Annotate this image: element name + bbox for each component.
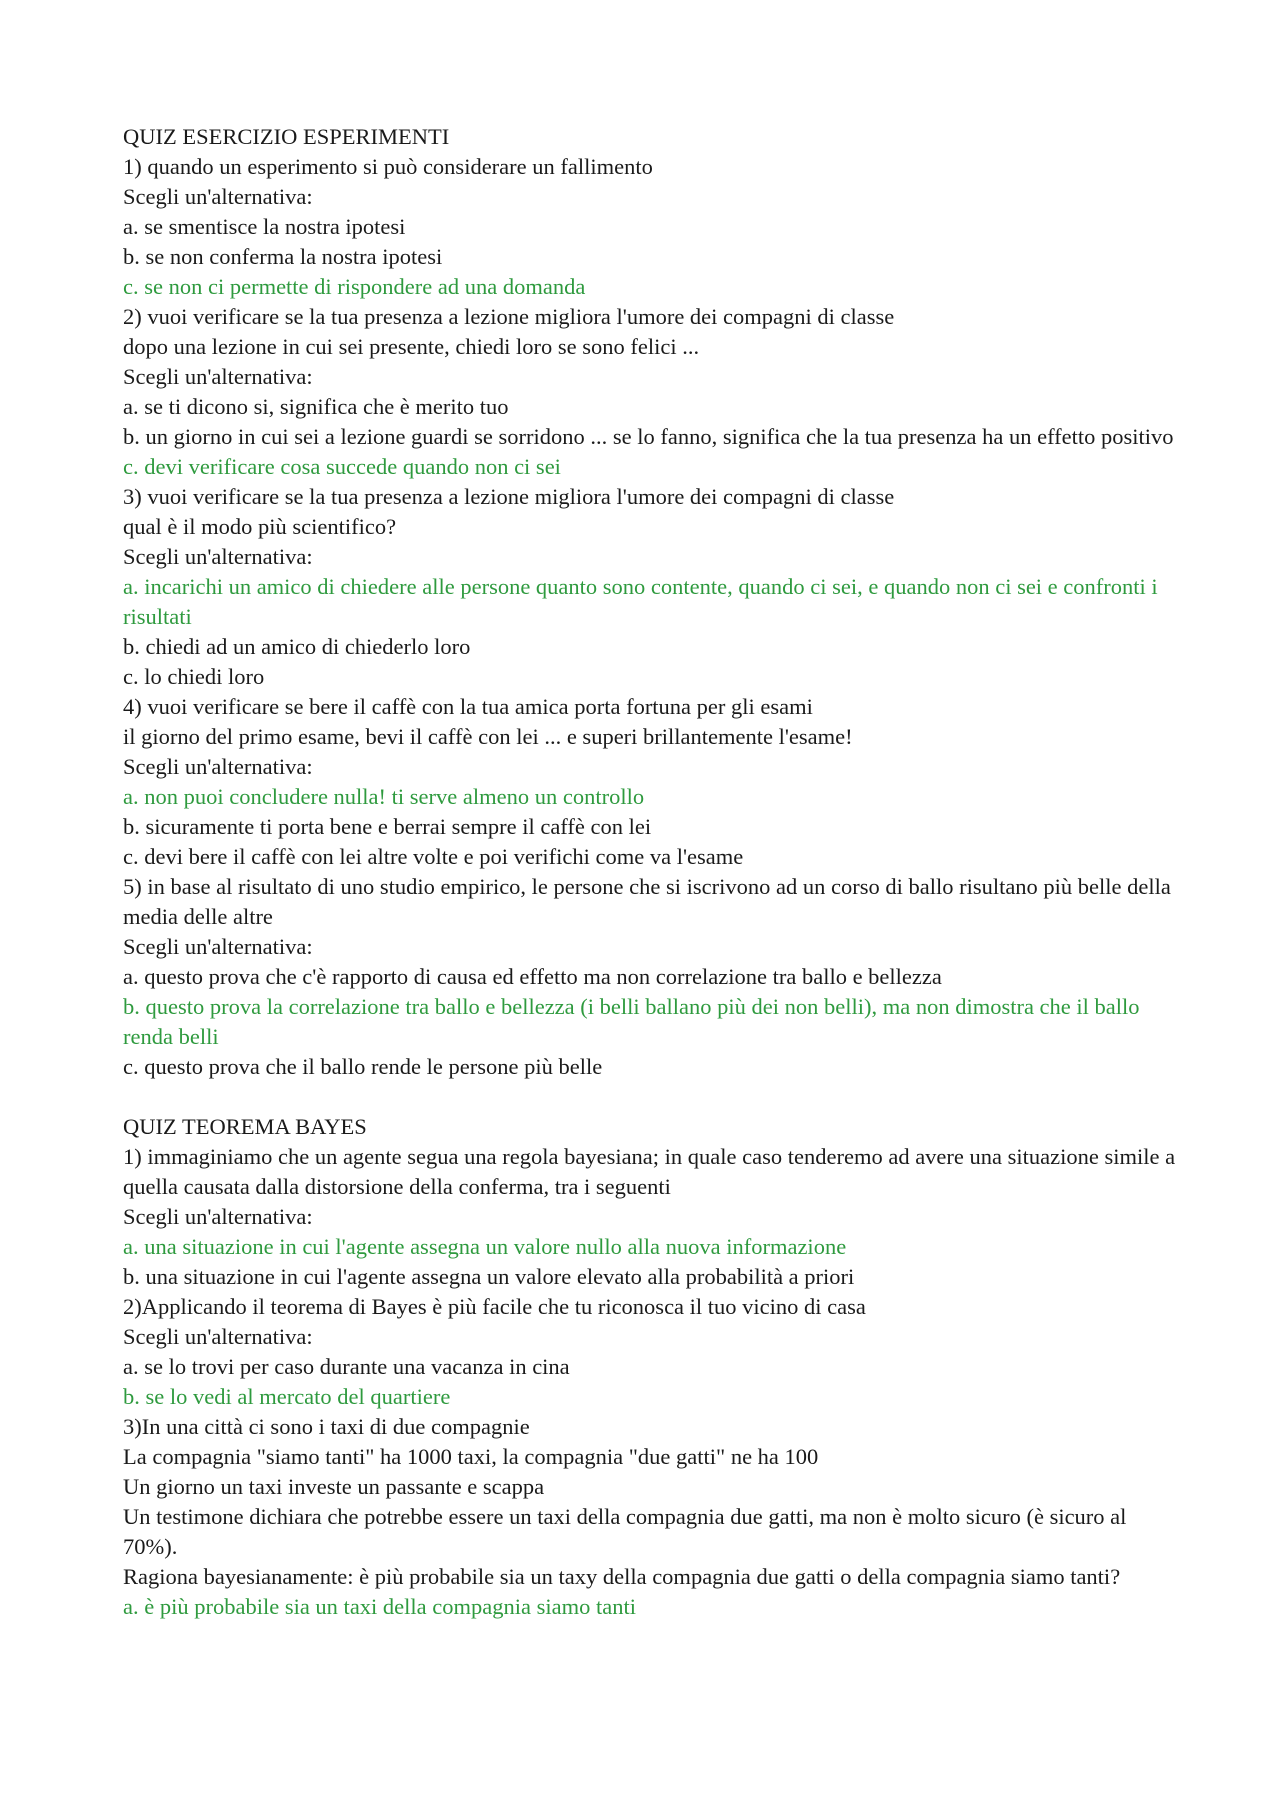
text-line: il giorno del primo esame, bevi il caffè con lei ... e superi brillantemente l'esame! [123,724,853,749]
text-line: 2) vuoi verificare se la tua presenza a lezione migliora l'umore dei compagni di classe [123,304,895,329]
section-esperimenti [123,122,1183,1082]
answer-line-correct: a. è più probabile sia un taxi della compagnia siamo tanti [123,1594,636,1619]
section-title: QUIZ ESERCIZIO ESPERIMENTI [123,124,450,149]
answer-line-correct: b. questo prova la correlazione tra ballo e bellezza (i belli ballano più dei non belli), ma non dimostra che il ballo renda belli [123,994,1140,1049]
text-line: 1) immaginiamo che un agente segua una regola bayesiana; in quale caso tenderemo ad avere una situazione simile a quella causata dalla distorsione della conferma, tra i seguenti [123,1144,1176,1199]
text-line: dopo una lezione in cui sei presente, chiedi loro se sono felici ... [123,334,700,359]
text-line: Scegli un'alternativa: [123,934,313,959]
answer-line-correct: a. non puoi concludere nulla! ti serve almeno un controllo [123,784,645,809]
text-line: b. se non conferma la nostra ipotesi [123,244,443,269]
text-line: a. questo prova che c'è rapporto di causa ed effetto ma non correlazione tra ballo e bellezza [123,964,942,989]
answer-line-correct: c. se non ci permette di rispondere ad una domanda [123,274,586,299]
text-line: Ragiona bayesianamente: è più probabile sia un taxy della compagnia due gatti o della compagnia siamo tanti? [123,1564,1121,1589]
section-body [123,1142,1183,1622]
text-line: 2)Applicando il teorema di Bayes è più facile che tu riconosca il tuo vicino di casa [123,1294,866,1319]
text-line: Un giorno un taxi investe un passante e scappa [123,1474,545,1499]
text-line: Scegli un'alternativa: [123,1324,313,1349]
text-line: Scegli un'alternativa: [123,1204,313,1229]
text-line: b. un giorno in cui sei a lezione guardi se sorridono ... se lo fanno, significa che la tua presenza ha un effetto positivo [123,424,1174,449]
text-line: Scegli un'alternativa: [123,364,313,389]
text-line: c. questo prova che il ballo rende le persone più belle [123,1054,603,1079]
answer-line-correct: b. se lo vedi al mercato del quartiere [123,1384,451,1409]
text-line: 1) quando un esperimento si può considerare un fallimento [123,154,653,179]
text-line: c. devi bere il caffè con lei altre volte e poi verifichi come va l'esame [123,844,744,869]
text-line: c. lo chiedi loro [123,664,265,689]
text-line: a. se lo trovi per caso durante una vacanza in cina [123,1354,570,1379]
text-line: 3)In una città ci sono i taxi di due compagnie [123,1414,530,1439]
text-line: a. se ti dicono si, significa che è merito tuo [123,394,509,419]
answer-line-correct: a. incarichi un amico di chiedere alle persone quanto sono contente, quando ci sei, e quando non ci sei e confronti i risultati [123,574,1158,629]
answer-line-correct: a. una situazione in cui l'agente assegna un valore nullo alla nuova informazione [123,1234,847,1259]
text-line: Scegli un'alternativa: [123,184,313,209]
text-line: a. se smentisce la nostra ipotesi [123,214,406,239]
section-bayes [123,1112,1183,1622]
text-line: b. chiedi ad un amico di chiederlo loro [123,634,471,659]
text-line: Un testimone dichiara che potrebbe essere un taxi della compagnia due gatti, ma non è molto sicuro (è sicuro al 70%). [123,1504,1127,1559]
text-line: 4) vuoi verificare se bere il caffè con la tua amica porta fortuna per gli esami [123,694,813,719]
answer-line-correct: c. devi verificare cosa succede quando non ci sei [123,454,561,479]
text-line: 5) in base al risultato di uno studio empirico, le persone che si iscrivono ad un corso di ballo risultano più belle della media delle altre [123,874,1171,929]
text-line: La compagnia "siamo tanti" ha 1000 taxi, la compagnia "due gatti" ne ha 100 [123,1444,819,1469]
document-page [123,122,1183,1622]
text-line: qual è il modo più scientifico? [123,514,397,539]
text-line: Scegli un'alternativa: [123,754,313,779]
section-spacer [123,1082,1183,1112]
section-body [123,152,1183,1082]
text-line: Scegli un'alternativa: [123,544,313,569]
text-line: b. sicuramente ti porta bene e berrai sempre il caffè con lei [123,814,652,839]
section-title: QUIZ TEOREMA BAYES [123,1114,367,1139]
text-line: b. una situazione in cui l'agente assegna un valore elevato alla probabilità a priori [123,1264,855,1289]
text-line: 3) vuoi verificare se la tua presenza a lezione migliora l'umore dei compagni di classe [123,484,895,509]
